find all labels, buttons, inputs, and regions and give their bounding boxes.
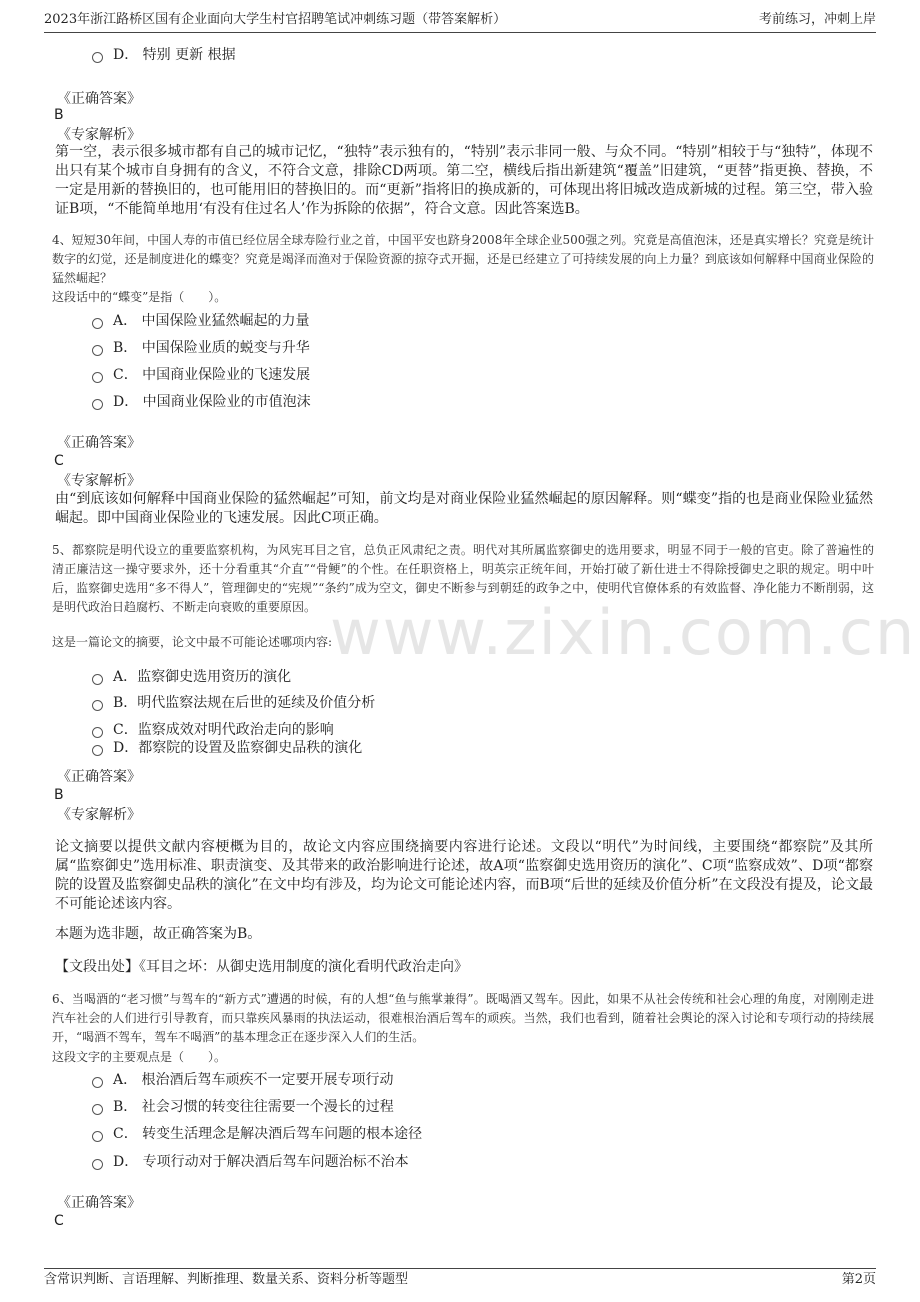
q3-answer: B [54, 107, 64, 123]
q6-option-c[interactable] [92, 1124, 422, 1144]
q6-answer-label: 《正确答案》 [57, 1195, 141, 1211]
radio-icon[interactable] [92, 372, 103, 383]
q5-option-b[interactable] [92, 693, 375, 713]
option-label: C． 转变生活理念是解决酒后驾车问题的根本途径 [113, 1126, 423, 1142]
option-label: B．明代监察法规在后世的延续及价值分析 [113, 695, 376, 711]
header-tagline: 考前练习，冲刺上岸 [758, 12, 876, 27]
option-label: D． 专项行动对于解决酒后驾车问题治标不治本 [113, 1154, 409, 1170]
option-label: C． 中国商业保险业的飞速发展 [113, 367, 311, 383]
option-label: A．监察御史选用资历的演化 [113, 669, 292, 685]
q4-option-a[interactable] [92, 311, 310, 331]
radio-icon[interactable] [92, 399, 103, 410]
q4-option-c[interactable] [92, 365, 310, 385]
q4-option-b[interactable] [92, 338, 310, 358]
radio-icon[interactable] [92, 727, 103, 738]
header-title: 2023年浙江路桥区国有企业面向大学生村官招聘笔试冲刺练习题（带答案解析） [44, 12, 507, 27]
q3-answer-label: 《正确答案》 [57, 91, 141, 107]
q6-option-b[interactable] [92, 1097, 394, 1117]
radio-icon[interactable] [92, 52, 103, 63]
option-label: B． 社会习惯的转变往往需要一个漫长的过程 [113, 1099, 394, 1115]
radio-icon[interactable] [92, 345, 103, 356]
radio-icon[interactable] [92, 745, 103, 756]
radio-icon[interactable] [92, 700, 103, 711]
page-footer [44, 1268, 876, 1291]
option-label: D． 中国商业保险业的市值泡沫 [113, 394, 311, 410]
q6-answer: C [54, 1213, 64, 1229]
q5-answer-label: 《正确答案》 [57, 769, 141, 785]
radio-icon[interactable] [92, 318, 103, 329]
q5-option-d[interactable] [92, 738, 362, 758]
q5-source: 【文段出处】《耳目之坏：从御史选用制度的演化看明代政治走向》 [55, 959, 468, 975]
option-label: A． 根治酒后驾车顽疾不一定要开展专项行动 [113, 1072, 394, 1088]
q5-question: 这是一篇论文的摘要，论文中最不可能论述哪项内容: [52, 635, 333, 649]
option-label: A． 中国保险业猛然崛起的力量 [113, 313, 310, 329]
q6-question: 这段文字的主要观点是（ ）。 [52, 1050, 227, 1064]
q5-analysis-label: 《专家解析》 [57, 807, 141, 823]
radio-icon[interactable] [92, 1131, 103, 1142]
q5-answer: B [54, 787, 64, 803]
q4-option-d[interactable] [92, 392, 311, 412]
q5-stem: 5、都察院是明代设立的重要监察机构，为风宪耳目之官，总负正风肃纪之责。明代对其所属监察御史的选用要求，明显不同于一般的官吏。除了普遍性的清正廉洁这一操守要求外，还十分看重其“介直”“骨鲠”的个性。在任职资格上，明英宗正统年间，开始打破了新仕进士不得除授御史之职的规定。明中叶后，监察御史选用“多不得人”，管理御史的“宪规”“条约”成为空文，御史不断参与到朝廷的政争之中，使明代官僚体系的有效监督、净化能力不断削弱，这是明代政治日趋腐朽、不断走向衰败的重要原因。 [52, 543, 874, 614]
option-label: C．监察成效对明代政治走向的影响 [113, 722, 334, 738]
q4-question: 这段话中的“蝶变”是指（ ）。 [52, 290, 227, 304]
q4-answer-label: 《正确答案》 [57, 435, 141, 451]
q5-option-c[interactable] [92, 720, 334, 740]
option-label: D．都察院的设置及监察御史品秩的演化 [113, 740, 363, 756]
footer-topics: 含常识判断、言语理解、判断推理、数量关系、资料分析等题型 [44, 1272, 409, 1287]
q4-answer: C [54, 453, 64, 469]
radio-icon[interactable] [92, 674, 103, 685]
watermark: www.zixin.com.cn [330, 596, 917, 669]
q6-option-a[interactable] [92, 1070, 394, 1090]
q5-conclusion: 本题为选非题，故正确答案为B。 [55, 926, 262, 942]
radio-icon[interactable] [92, 1077, 103, 1088]
q6-option-d[interactable] [92, 1152, 409, 1172]
q3-option-d[interactable] [92, 45, 236, 65]
q3-analysis-label: 《专家解析》 [57, 127, 141, 143]
q5-option-a[interactable] [92, 667, 291, 687]
option-label: D． 特别 更新 根据 [113, 47, 236, 63]
q4-analysis-label: 《专家解析》 [57, 473, 141, 489]
q6-stem: 6、当喝酒的“老习惯”与驾车的“新方式”遭遇的时候，有的人想“鱼与熊掌兼得”。既喝酒又驾车。因此，如果不从社会传统和社会心理的角度，对刚刚走进汽车社会的人们进行引导教育，而只靠疾风暴雨的执法运动，很难根治酒后驾车的顽疾。当然，我们也看到，随着社会舆论的深入讨论和专项行动的持续展开，“喝酒不驾车，驾车不喝酒”的基本理念正在逐步深入人们的生活。 [52, 992, 874, 1044]
page-header [44, 10, 876, 33]
option-label: B． 中国保险业质的蜕变与升华 [113, 340, 310, 356]
q4-analysis: 由“到底该如何解释中国商业保险的猛然崛起”可知，前文均是对商业保险业猛然崛起的原因解释。则“蝶变”指的也是商业保险业猛然崛起。即中国商业保险业的飞速发展。因此C项正确。 [55, 491, 873, 526]
page-number: 第2页 [841, 1272, 876, 1287]
radio-icon[interactable] [92, 1159, 103, 1170]
q5-analysis: 论文摘要以提供文献内容梗概为目的，故论文内容应围绕摘要内容进行论述。文段以“明代”为时间线，主要围绕“都察院”及其所属“监察御史”选用标准、职责演变、及其带来的政治影响进行论述，故A项“监察御史选用资历的演化”、C项“监察成效”、D项“都察院的设置及监察御史品秩的演化”在文中均有涉及，均为论文可能论述内容，而B项“后世的延续及价值分析”在文段没有提及，论文最不可能论述该内容。 [55, 839, 873, 912]
q3-analysis: 第一空，表示很多城市都有自己的城市记忆，“独特”表示独有的，“特别”表示非同一般、与众不同。“特别”相较于与“独特”，体现不出只有某个城市自身拥有的含义，不符合文意，排除CD两项。第二空，横线后指出新建筑“覆盖”旧建筑，“更替”指更换、替换，不一定是用新的替换旧的，也可能用旧的替换旧的。而“更新”指将旧的换成新的，可体现出将旧城改造成新城的过程。第三空，带入验证B项，“不能简单地用‘有没有住过名人’作为拆除的依据”，符合文意。因此答案选B。 [55, 144, 873, 217]
radio-icon[interactable] [92, 1104, 103, 1115]
q4-stem: 4、短短30年间，中国人寿的市值已经位居全球寿险行业之首，中国平安也跻身2008年全球企业500强之列。究竟是高值泡沫，还是真实增长？究竟是统计数字的幻觉，还是制度进化的蝶变？究竟是竭泽而渔对于保险资源的掠夺式开掘，还是已经建立了可持续发展的向上力量？到底该如何解释中国商业保险的猛然崛起？ [52, 233, 874, 285]
